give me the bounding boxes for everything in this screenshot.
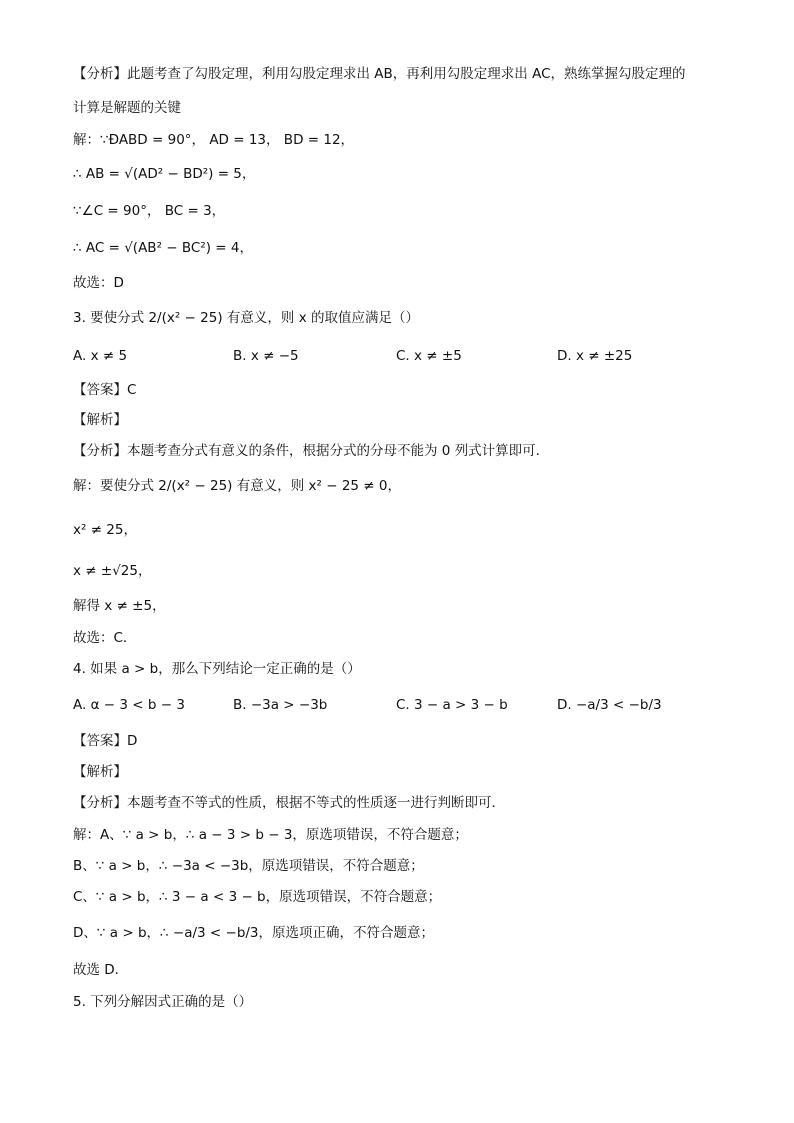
q3-option-c-text: C. x ≠ ±5	[396, 348, 462, 364]
q4-sol-d-text: D、∵ a > b，∴ −a/3 < −b/3，原选项正确，不符合题意；	[73, 925, 435, 941]
q2-choice-line	[73, 277, 124, 291]
q4-option-c-text: C. 3 − a > 3 − b	[396, 697, 508, 713]
q4-sol-c	[73, 891, 441, 905]
q4-choice	[73, 964, 128, 978]
q3-option-a-text: A. x ≠ 5	[73, 348, 128, 364]
q3-step2-text: x² ≠ 25，	[73, 522, 137, 538]
q4-option-d	[557, 699, 662, 713]
q4-stem-text: 4. 如果 a > b，那么下列结论一定正确的是（）	[73, 661, 361, 677]
q2-given-text: 解：∵ĐABD = 90°， AD = 13， BD = 12，	[73, 132, 355, 148]
q4-answer-text: 【答案】D	[73, 733, 138, 749]
q2-analysis-line2	[73, 102, 181, 116]
q4-jiexi	[73, 766, 127, 780]
q3-step3-text: x ≠ ±√25，	[73, 563, 152, 579]
q4-sol-c-text: C、∵ a > b，∴ 3 − a < 3 − b，原选项错误，不符合题意；	[73, 889, 442, 905]
q3-step4-text: 解得 x ≠ ±5，	[73, 598, 166, 614]
q4-sol-b-text: B、∵ a > b，∴ −3a < −3b，原选项错误，不符合题意；	[73, 858, 424, 874]
q5-stem-text: 5. 下列分解因式正确的是（）	[73, 994, 253, 1010]
q2-given-line	[73, 134, 354, 148]
q3-stem	[73, 312, 419, 326]
q2-ab-line	[73, 168, 255, 182]
q3-analysis	[73, 445, 549, 459]
q4-answer	[73, 735, 137, 749]
q4-option-c	[396, 699, 508, 713]
q4-sol-a-text: 解：A、∵ a > b，∴ a − 3 > b − 3，原选项错误，不符合题意；	[73, 827, 468, 843]
q3-answer	[73, 384, 136, 398]
q4-option-b-text: B. −3a > −3b	[233, 697, 328, 713]
q3-step1	[73, 480, 401, 494]
q2-c-line	[73, 205, 225, 219]
q3-jiexi	[73, 414, 127, 428]
q2-ab-text: ∴ AB = √(AD² − BD²) = 5，	[73, 166, 256, 182]
q3-choice	[73, 632, 136, 646]
q4-option-a	[73, 699, 185, 713]
q4-option-a-text: A. α − 3 < b − 3	[73, 697, 185, 713]
q5-stem	[73, 996, 252, 1010]
q2-analysis-line1-text: 【分析】此题考查了勾股定理，利用勾股定理求出 AB，再利用勾股定理求出 AC，熟练掌握勾股定理的	[73, 66, 686, 82]
q4-analysis-text: 【分析】本题考查不等式的性质，根据不等式的性质逐一进行判断即可．	[73, 795, 505, 811]
q3-option-c	[396, 350, 462, 364]
q4-stem	[73, 663, 361, 677]
q3-analysis-text: 【分析】本题考查分式有意义的条件，根据分式的分母不能为 0 列式计算即可．	[73, 443, 550, 459]
q4-option-d-text: D. −a/3 < −b/3	[557, 697, 662, 713]
q2-analysis-line1	[73, 68, 686, 82]
q3-step1-text: 解：要使分式 2/(x² − 25) 有意义，则 x² − 25 ≠ 0，	[73, 478, 401, 494]
q2-ac-line	[73, 242, 253, 256]
q3-answer-text: 【答案】C	[73, 382, 137, 398]
q4-sol-d	[73, 927, 434, 941]
q3-stem-text: 3. 要使分式 2/(x² − 25) 有意义，则 x 的取值应满足（）	[73, 310, 419, 326]
q4-choice-text: 故选 D．	[73, 962, 129, 978]
q4-sol-a	[73, 829, 468, 843]
q3-option-b-text: B. x ≠ −5	[233, 348, 299, 364]
q2-ac-text: ∴ AC = √(AB² − BC²) = 4，	[73, 240, 253, 256]
q3-option-d	[557, 350, 632, 364]
q3-option-d-text: D. x ≠ ±25	[557, 348, 633, 364]
q3-step4	[73, 600, 166, 614]
q3-jiexi-text: 【解析】	[73, 412, 127, 428]
q3-step3	[73, 565, 151, 579]
q4-analysis	[73, 797, 505, 811]
q4-option-b	[233, 699, 327, 713]
q3-choice-text: 故选：C．	[73, 630, 137, 646]
q3-step2	[73, 524, 137, 538]
q2-analysis-line2-text: 计算是解题的关键	[73, 100, 181, 116]
q4-sol-b	[73, 860, 424, 874]
q3-option-a	[73, 350, 127, 364]
q3-option-b	[233, 350, 299, 364]
q2-c-text: ∵∠C = 90°， BC = 3，	[73, 203, 226, 219]
q2-choice-text: 故选：D	[73, 275, 124, 291]
q4-jiexi-text: 【解析】	[73, 764, 127, 780]
